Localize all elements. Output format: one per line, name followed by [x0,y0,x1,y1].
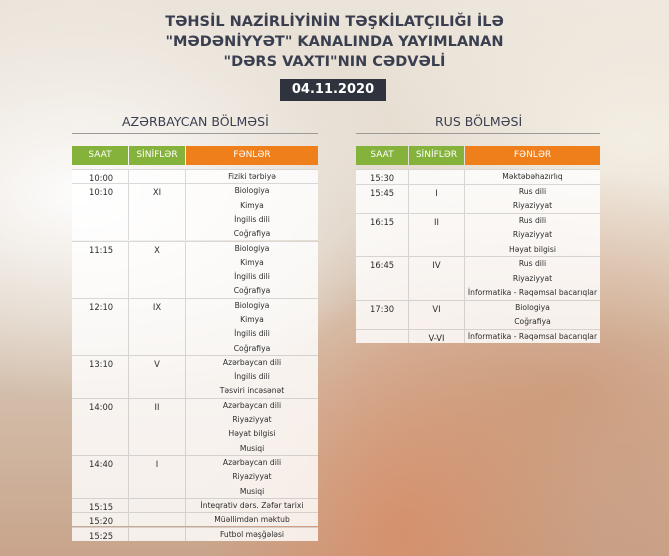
time-cell [72,399,129,455]
subject-name: Biologiya [234,300,270,310]
grade-value: X [154,244,160,255]
subject-name: Coğrafiya [514,317,551,326]
subject-name: Azərbaycan dili [222,400,282,410]
subjects-cell [465,214,600,257]
subjects-cell [186,513,318,526]
az_section-schedule-row [72,169,318,183]
time-cell [356,257,409,300]
subjects-cell [186,456,318,498]
time-value: 15:15 [89,501,114,512]
ru_section-schedule-row [356,184,600,213]
time-cell [72,528,129,541]
az-section-divider [72,133,318,134]
ru-section-divider [356,133,600,134]
ru-header-subjects: FƏNLƏR [465,146,600,165]
time-value: 14:40 [89,459,114,469]
subjects-cell [186,399,318,455]
subject-name: Azərbaycan dili [222,357,282,367]
subjects-cell [186,184,318,240]
grade-cell [409,257,465,300]
subject-name: İngilis dili [234,329,270,339]
az_section-schedule-row [72,512,318,526]
grade-cell [129,356,186,398]
az_section-schedule-row [72,498,318,512]
subject-name: Kimya [240,314,264,324]
time-cell [72,170,129,183]
time-value: 15:30 [370,173,395,183]
ru_section-schedule-row [356,329,600,344]
az_section-schedule-row [72,355,318,398]
grade-cell [409,170,465,184]
subject-name: Məktəbəhazırlıq [502,172,563,181]
subject-name: Riyaziyyat [512,230,553,239]
az_section-schedule-row [72,455,318,498]
ru_section-schedule-row [356,256,600,300]
time-value: 12:10 [89,301,114,312]
ru-header-grade: SİNİFLƏR [409,146,464,165]
subject-name: İngilis dili [234,214,270,224]
subjects-cell [186,356,318,398]
subject-name: Riyaziyyat [232,415,272,425]
az-header-time: SAAT [72,146,128,165]
subject-name: Biologiya [234,186,270,196]
az_section-schedule-row [72,241,318,298]
ru_section-schedule-row [356,213,600,257]
time-cell [356,301,409,329]
ru_section-schedule-row [356,300,600,329]
subject-name: Fiziki tərbiyə [228,172,276,181]
title-line-3: "DƏRS VAXTI"NIN CƏDVƏLİ [223,54,446,70]
az-header-grade: SİNİFLƏR [129,146,185,165]
subjects-cell [186,299,318,355]
subject-name: Musiqi [239,486,265,496]
subjects-cell [186,242,318,298]
time-value: 15:25 [89,530,114,541]
ru-schedule-table [356,146,600,346]
subject-name: Coğrafiya [233,286,271,296]
grade-cell [129,513,186,526]
grade-cell [129,399,186,455]
time-cell [356,170,409,184]
time-cell [72,456,129,498]
title-line-1: TƏHSİL NAZİRLİYİNİN TƏŞKİLATÇILIĞI İLƏ [165,14,504,30]
subject-name: İngilis dili [234,372,270,382]
time-value: 13:10 [89,358,114,369]
subject-name: Futbol məşğələsi [219,529,285,539]
grade-cell [409,301,465,329]
time-value: 16:15 [370,216,395,227]
time-value: 10:00 [89,173,114,183]
grade-cell [129,456,186,498]
az-section-title: AZƏRBAYCAN BÖLMƏSİ [122,114,269,129]
subjects-cell [465,170,600,184]
grade-cell [129,170,186,183]
time-cell [356,214,409,257]
subject-name: Müəllimdən məktub [214,515,290,525]
ru_section-schedule-row [356,169,600,184]
page-title [0,12,669,72]
subject-name: Həyat bilgisi [509,244,556,254]
az-header-subjects: FƏNLƏR [186,146,318,165]
subject-name: Riyaziyyat [232,472,272,482]
grade-cell [129,299,186,355]
az_section-schedule-row [72,527,318,541]
subject-name: Coğrafiya [233,343,271,353]
subject-name: Kimya [240,200,264,210]
az_section-schedule-row [72,183,318,240]
grade-cell [129,499,186,512]
subjects-cell [186,170,318,183]
time-cell [356,330,409,344]
subjects-cell [465,185,600,213]
grade-value: IV [432,260,441,270]
time-cell [72,299,129,355]
grade-cell [129,528,186,541]
time-cell [72,356,129,398]
subject-name: İnformatika - Rəqəmsal bacarıqlar [467,288,598,297]
subject-name: Rus dili [518,186,547,196]
ru-section-title: RUS BÖLMƏSİ [435,114,523,129]
subject-name: Həyat bilgisi [228,429,276,439]
grade-value: I [155,459,159,469]
subject-name: Musiqi [239,443,265,453]
grade-value: II [434,216,439,227]
subject-name: İngilis dili [234,272,270,282]
grade-cell [129,242,186,298]
subject-name: Rus dili [518,259,547,268]
subject-name: Rus dili [518,215,547,225]
grade-value: II [154,401,160,412]
time-cell [72,499,129,512]
time-cell [72,184,129,240]
time-value: 17:30 [370,303,395,314]
subjects-cell [186,528,318,541]
grade-value: XI [152,187,162,198]
az_section-schedule-row [72,298,318,355]
subjects-cell [465,301,600,329]
grade-cell [129,184,186,240]
subject-name: İnteqrativ dərs. Zəfər tarixi [200,500,304,510]
az-schedule-table [72,146,318,546]
time-value: 14:00 [89,401,114,412]
subject-name: Təsviri incəsənət [219,386,285,396]
time-value: 15:20 [89,516,114,527]
time-value: 16:45 [370,260,395,270]
subjects-cell [186,499,318,512]
subject-name: Riyaziyyat [512,273,553,283]
subject-name: Biologiya [234,243,270,253]
subject-name: Kimya [240,257,264,267]
subject-name: Coğrafiya [233,229,271,239]
time-value: 15:45 [370,187,395,198]
time-value: 10:10 [89,187,114,198]
ru-header-time: SAAT [356,146,408,165]
subjects-cell [465,257,600,300]
subjects-cell [465,330,600,344]
subject-name: Riyaziyyat [512,201,553,210]
time-cell [72,242,129,298]
title-line-2: "MƏDƏNİYYƏT" KANALINDA YAYIMLANAN [165,34,504,50]
grade-cell [409,330,465,344]
subject-name: Biologiya [515,302,550,312]
grade-value: IX [152,301,162,312]
grade-cell [409,214,465,257]
grade-value: I [435,187,438,198]
subject-name: Azərbaycan dili [222,458,282,467]
grade-value: V-VI [428,332,445,343]
az_section-schedule-row [72,398,318,455]
time-cell [356,185,409,213]
grade-value: VI [432,303,441,314]
time-cell [72,513,129,526]
grade-cell [409,185,465,213]
time-value: 11:15 [89,244,114,255]
date-badge: 04.11.2020 [280,79,386,101]
grade-value: V [154,358,160,369]
subject-name: İnformatika - Rəqəmsal bacarıqlar [467,331,598,341]
